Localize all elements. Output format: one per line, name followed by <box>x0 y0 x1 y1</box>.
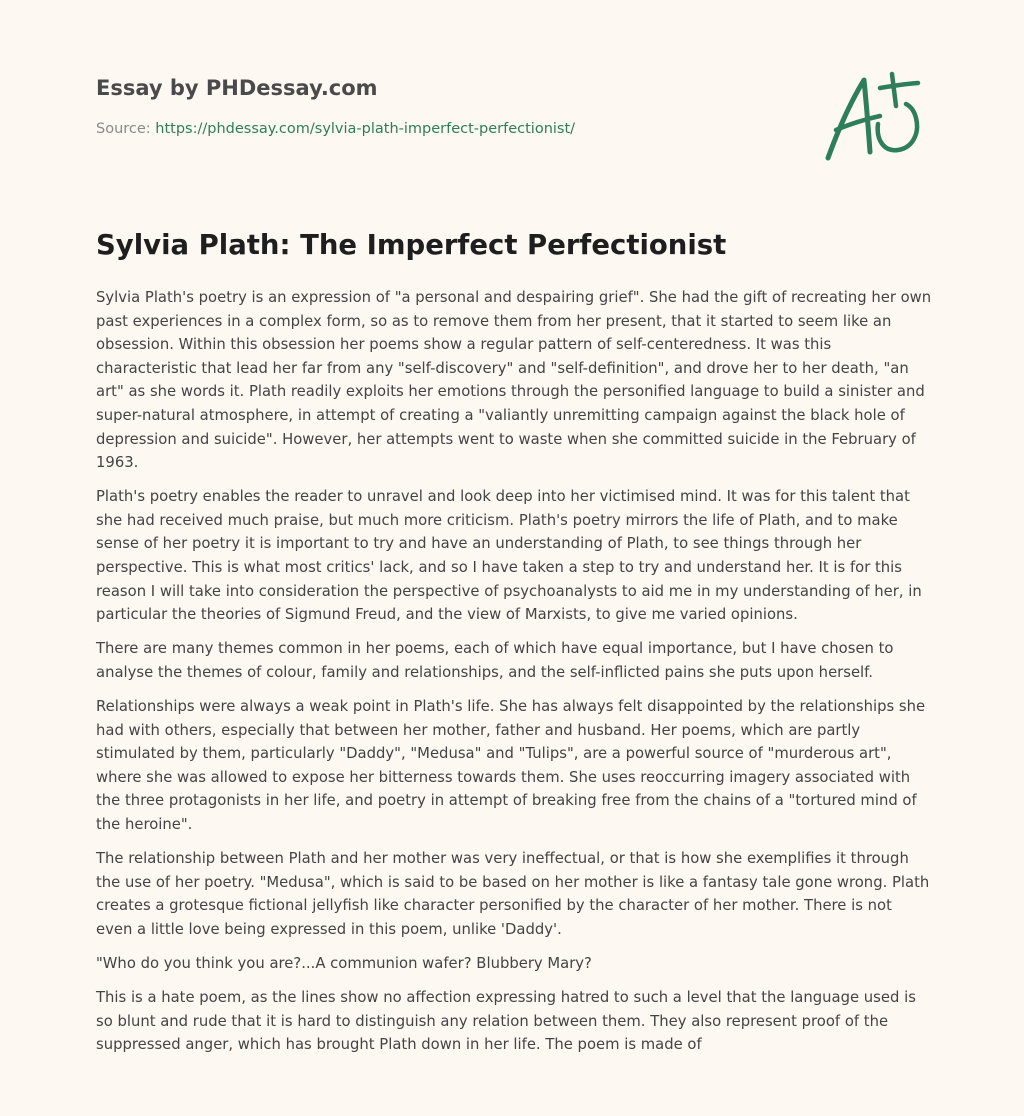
essay-title: Sylvia Plath: The Imperfect Perfectionist <box>96 229 727 261</box>
essay-paragraph: There are many themes common in her poems, each of which have equal importance, but I have chosen to analyse the themes of colour, family and relationships, and the self-inflicted pains she puts upon herself. <box>96 640 894 681</box>
source-label: Source: <box>96 121 151 137</box>
essay-article <box>96 226 932 1067</box>
source-line <box>96 121 796 137</box>
essay-paragraph: This is a hate poem, as the lines show no affection expressing hatred to such a level that the language used is so blunt and rude that it is hard to distinguish any relation between them. They also represent proof of the suppressed anger, which has brought Plath down in her life. The poem is made of <box>96 989 916 1054</box>
essay-paragraph: Relationships were always a weak point in Plath's life. She has always felt disappointed by the relationships she had with others, especially that between her mother, father and husband. Her poems, which are partly stimulated by them, particularly "Daddy", "Medusa" and "Tulips", are a powerful source of "murderous art", where she was allowed to expose her bitterness towards them. She uses reoccurring imagery associated with the three protagonists in her life, and poetry in attempt of breaking free from the chains of a "tortured mind of the heroine". <box>96 698 926 833</box>
source-link[interactable]: https://phdessay.com/sylvia-plath-imperfect-perfectionist/ <box>155 121 576 137</box>
essay-paragraph: The relationship between Plath and her mother was very ineffectual, or that is how she exemplifies it through the use of her poetry. "Medusa", which is said to be based on her mother is like a fantasy tale gone wrong. Plath creates a grotesque fictional jellyfish like character personified by the character of her mother. There is not even a little love being expressed in this poem, unlike 'Daddy'. <box>96 850 930 938</box>
site-brand: Essay by PHDessay.com <box>96 76 378 100</box>
essay-paragraph: Sylvia Plath's poetry is an expression of "a personal and despairing grief". She had the gift of recreating her own past experiences in a complex form, so as to remove them from her present, that it started to seem like an obsession. Within this obsession her poems show a regular pattern of self-centeredness. It was this characteristic that lead her far from any "self-discovery" and "self-definition", and drove her to her death, "an art" as she words it. Plath readily exploits her emotions through the personified language to build a sinister and super-natural atmosphere, in attempt of creating a "valiantly unremitting campaign against the black hole of depression and suicide". However, her attempts went to waste when she committed suicide in the February of 1963. <box>96 289 932 472</box>
essay-header <box>96 76 796 137</box>
a-plus-grade-icon <box>818 66 930 166</box>
essay-paragraph: "Who do you think you are?...A communion wafer? Blubbery Mary? <box>96 954 592 972</box>
essay-paragraph: Plath's poetry enables the reader to unravel and look deep into her victimised mind. It was for this talent that she had received much praise, but much more criticism. Plath's poetry mirrors the life of Plath, and to make sense of her poetry it is important to try and have an understanding of Plath, to see things through her perspective. This is what most critics' lack, and so I have taken a step to try and understand her. It is for this reason I will take into consideration the perspective of psychoanalysts to aid me in my understanding of her, in particular the theories of Sigmund Freud, and the view of Marxists, to give me varied opinions. <box>96 488 922 624</box>
